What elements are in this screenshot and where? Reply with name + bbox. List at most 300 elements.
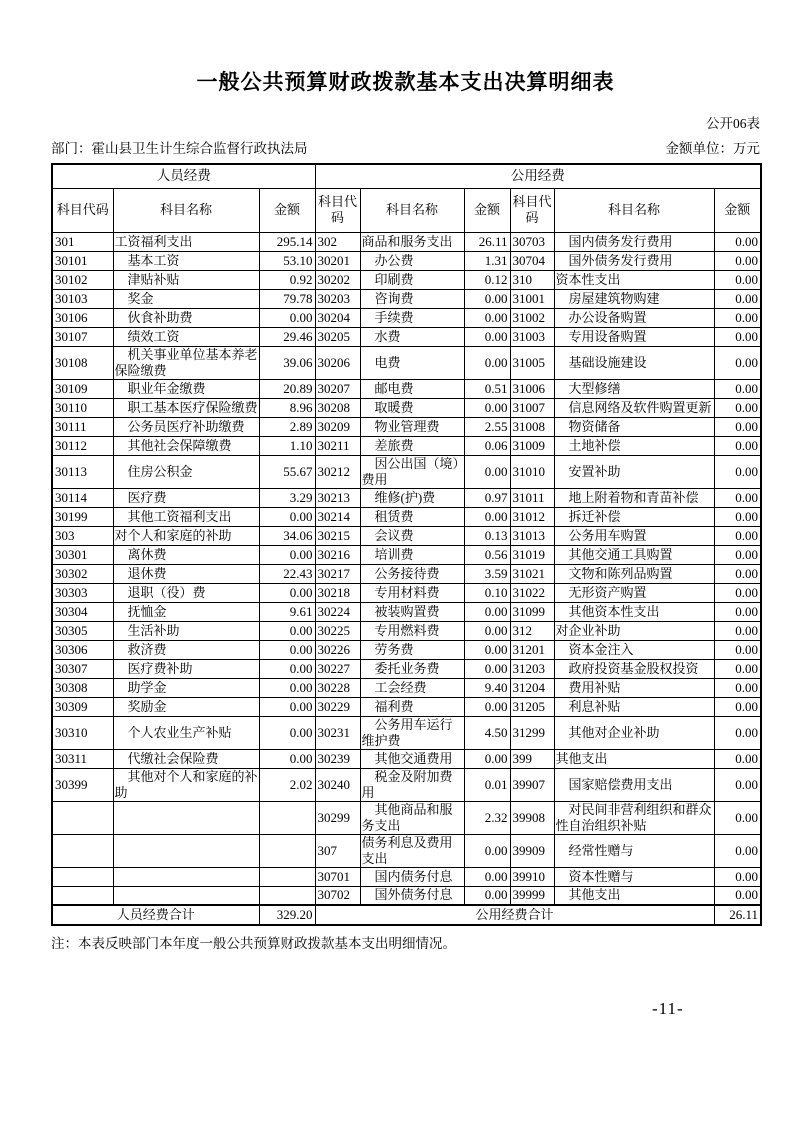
subject-name-cell: 退休费 [113,564,259,583]
table-row [52,398,761,417]
subject-code-cell: 30225 [315,621,360,640]
subject-name-cell: 其他商品和服务支出 [360,801,464,834]
subject-name-cell: 经常性赠与 [554,834,714,867]
subject-name-cell: 大型修缮 [554,379,714,398]
subject-code-cell: 30201 [315,251,360,270]
amount-cell: 29.46 [259,327,315,346]
subject-name-cell: 生活补助 [113,621,259,640]
subject-code-cell: 30701 [315,867,360,886]
amount-cell: 0.00 [714,436,761,455]
subject-code-cell: 30703 [510,232,554,251]
table-row [52,659,761,678]
table-row [52,488,761,507]
amount-cell: 0.00 [714,455,761,488]
subject-name-cell: 安置补助 [554,455,714,488]
amount-cell: 0.00 [259,583,315,602]
subject-name-cell: 其他对个人和家庭的补助 [114,768,258,800]
subject-name-cell: 土地补偿 [554,436,714,455]
subject-name-cell: 商品和服务支出 [360,232,464,251]
amount-cell: 2.89 [259,417,315,436]
subject-name-cell: 文物和陈列品购置 [554,564,714,583]
amount-cell: 2.02 [259,768,315,801]
amount-cell: 295.14 [259,232,315,251]
amount-cell [259,886,315,905]
subject-code-cell: 31009 [510,436,554,455]
subject-name-cell: 公务员医疗补助缴费 [113,417,259,436]
table-row [52,678,761,697]
subject-name-cell: 对民间非营利组织和群众性自治组织补贴 [554,801,714,834]
table-row [52,327,761,346]
amount-cell: 0.00 [714,398,761,417]
amount-cell: 53.10 [259,251,315,270]
amount-cell: 9.40 [464,678,510,697]
footnote: 注：本表反映部门本年度一般公共预算财政拨款基本支出明细情况。 [51,936,456,951]
subject-name-cell: 手续费 [360,308,464,327]
subject-code-cell: 30203 [315,289,360,308]
subject-name-cell: 被装购置费 [360,602,464,621]
subject-code-cell: 30206 [315,346,360,379]
subject-name-cell: 劳务费 [360,640,464,659]
amount-cell: 0.00 [714,583,761,602]
table-row [52,602,761,621]
amount-cell: 0.00 [464,697,510,716]
subject-name-cell: 邮电费 [360,379,464,398]
public-total-amount: 26.11 [714,905,761,925]
subject-name-cell: 因公出国（境）费用 [360,455,464,488]
subject-name-cell: 其他工资福利支出 [113,507,259,526]
amount-cell: 0.00 [464,455,510,488]
amount-cell: 0.00 [714,232,761,251]
amount-cell: 0.00 [464,507,510,526]
table-row [52,526,761,545]
subject-code-cell: 30212 [315,455,360,488]
subject-name-cell: 其他社会保障缴费 [113,436,259,455]
subject-code-cell: 30114 [52,488,113,507]
amount-cell: 0.00 [259,621,315,640]
amount-cell: 3.59 [464,564,510,583]
amount-cell: 0.00 [714,602,761,621]
amount-cell: 26.11 [464,232,510,251]
subject-code-cell: 31010 [510,455,554,488]
subject-code-cell: 30112 [52,436,113,455]
subject-name-cell: 水费 [360,327,464,346]
budget-detail-table [51,163,762,926]
amount-cell: 9.61 [259,602,315,621]
subject-code-cell: 302 [315,232,360,251]
table-row [52,289,761,308]
subject-code-cell: 30224 [315,602,360,621]
subject-name-cell: 福利费 [360,697,464,716]
subject-name-cell: 救济费 [113,640,259,659]
subject-name-cell: 其他交通费用 [360,749,464,768]
amount-cell: 8.96 [259,398,315,417]
amount-cell: 0.00 [714,346,761,379]
amount-cell: 0.13 [464,526,510,545]
subject-name-cell: 抚恤金 [113,602,259,621]
subject-code-cell: 31299 [510,716,554,749]
subject-code-cell: 307 [315,834,360,867]
subject-name-cell: 对个人和家庭的补助 [113,526,259,545]
amount-cell: 20.89 [259,379,315,398]
subject-name-cell: 租赁费 [360,507,464,526]
amount-cell: 0.00 [714,417,761,436]
table-row [52,436,761,455]
amount-cell: 0.00 [714,270,761,289]
amount-cell: 0.00 [464,308,510,327]
table-row [52,346,761,379]
subject-code-cell [52,867,113,886]
subject-code-cell: 31002 [510,308,554,327]
subject-name-cell: 奖金 [113,289,259,308]
subject-code-cell: 30704 [510,251,554,270]
subject-name-cell: 奖励金 [113,697,259,716]
subject-code-cell: 31204 [510,678,554,697]
subject-name-cell: 基本工资 [113,251,259,270]
subject-name-cell: 政府投资基金股权投资 [554,659,714,678]
subject-code-cell: 31005 [510,346,554,379]
subject-name-cell: 取暖费 [360,398,464,417]
amount-cell: 0.00 [714,697,761,716]
subject-name-cell: 无形资产购置 [554,583,714,602]
amount-cell: 0.97 [464,488,510,507]
totals-row [52,905,761,925]
table-row [52,697,761,716]
amount-cell: 0.00 [464,749,510,768]
subject-code-cell: 30303 [52,583,113,602]
subject-code-cell: 31099 [510,602,554,621]
table-row [52,417,761,436]
subject-code-cell: 30302 [52,564,113,583]
subject-name-cell: 其他支出 [554,749,714,768]
subject-code-cell: 30702 [315,886,360,905]
subject-code-cell: 31008 [510,417,554,436]
subject-code-cell: 30102 [52,270,113,289]
table-row [52,455,761,488]
subject-name-cell: 住房公积金 [113,455,259,488]
amount-cell: 0.00 [464,886,510,905]
personnel-group-header: 人员经费 [52,164,315,188]
subject-code-cell: 31019 [510,545,554,564]
page-number: -11- [652,999,684,1018]
table-row [52,251,761,270]
amount-cell: 1.31 [464,251,510,270]
subject-code-cell: 31203 [510,659,554,678]
subject-code-cell: 310 [510,270,554,289]
amount-cell [259,867,315,886]
amount-cell: 39.06 [259,346,315,379]
col-header-subject-name: 科目名称 [360,188,464,232]
page-title: 一般公共预算财政拨款基本支出决算明细表 [196,71,615,94]
subject-name-cell: 印刷费 [360,270,464,289]
subject-code-cell: 30108 [52,346,113,379]
table-row [52,716,761,749]
subject-name-cell: 国外债务发行费用 [554,251,714,270]
subject-code-cell: 30227 [315,659,360,678]
amount-cell: 0.00 [714,327,761,346]
table-row [52,749,761,768]
amount-cell: 0.00 [714,308,761,327]
subject-name-cell [113,867,259,886]
table-row [52,640,761,659]
amount-cell: 0.00 [259,697,315,716]
amount-cell: 0.00 [259,659,315,678]
amount-cell: 0.00 [714,768,761,801]
amount-cell: 0.00 [714,488,761,507]
subject-name-cell: 资本性支出 [554,270,714,289]
subject-code-cell: 31007 [510,398,554,417]
amount-cell: 2.55 [464,417,510,436]
amount-cell: 2.32 [464,801,510,834]
amount-cell [259,834,315,867]
subject-name-cell: 拆迁补偿 [554,507,714,526]
subject-code-cell [52,801,113,834]
subject-name-cell: 助学金 [113,678,259,697]
amount-cell: 0.00 [259,640,315,659]
amount-cell: 0.10 [464,583,510,602]
subject-code-cell: 30113 [52,455,113,488]
subject-code-cell: 39910 [510,867,554,886]
subject-code-cell: 30311 [52,749,113,768]
public-total-label: 公用经费合计 [315,905,714,925]
subject-code-cell: 30310 [52,716,113,749]
subject-code-cell: 31006 [510,379,554,398]
amount-cell: 4.50 [464,716,510,749]
table-row [52,507,761,526]
subject-code-cell: 39999 [510,886,554,905]
subject-code-cell: 30215 [315,526,360,545]
subject-name-cell: 国家赔偿费用支出 [554,768,714,801]
subject-name-cell: 其他资本性支出 [554,602,714,621]
subject-code-cell: 30307 [52,659,113,678]
amount-cell: 0.00 [714,379,761,398]
table-row [52,834,761,867]
subject-code-cell: 30305 [52,621,113,640]
subject-name-cell: 电费 [360,346,464,379]
subject-code-cell: 31201 [510,640,554,659]
subject-name-cell: 职业年金缴费 [113,379,259,398]
subject-code-cell: 30209 [315,417,360,436]
subject-code-cell: 30309 [52,697,113,716]
subject-code-cell: 30229 [315,697,360,716]
amount-cell: 0.00 [259,507,315,526]
table-row [52,867,761,886]
subject-code-cell: 30216 [315,545,360,564]
subject-code-cell: 31013 [510,526,554,545]
subject-name-cell: 信息网络及软件购置更新 [554,398,714,417]
amount-cell: 0.00 [714,886,761,905]
subject-name-cell [113,801,259,834]
subject-name-cell: 差旅费 [360,436,464,455]
subject-name-cell: 公务用车购置 [554,526,714,545]
subject-name-cell: 专用材料费 [360,583,464,602]
subject-name-cell: 伙食补助费 [113,308,259,327]
amount-cell: 55.67 [259,455,315,488]
subject-code-cell [52,886,113,905]
subject-name-cell: 国外债务付息 [360,886,464,905]
amount-cell: 0.00 [259,308,315,327]
subject-name-cell: 办公费 [360,251,464,270]
subject-code-cell: 312 [510,621,554,640]
amount-cell: 0.00 [464,602,510,621]
amount-cell: 0.56 [464,545,510,564]
subject-code-cell: 30208 [315,398,360,417]
subject-name-cell: 离休费 [113,545,259,564]
subject-name-cell: 工会经费 [360,678,464,697]
table-row [52,886,761,905]
subject-code-cell: 30240 [315,768,360,801]
amount-cell: 3.29 [259,488,315,507]
subject-code-cell: 30103 [52,289,113,308]
amount-cell: 0.00 [464,398,510,417]
col-header-subject-code: 科目代码 [510,188,554,232]
subject-name-cell: 代缴社会保险费 [113,749,259,768]
subject-code-cell: 31011 [510,488,554,507]
subject-name-cell: 其他支出 [554,886,714,905]
table-row [52,379,761,398]
amount-cell: 0.00 [464,834,510,867]
subject-code-cell: 30199 [52,507,113,526]
table-row [52,621,761,640]
subject-name-cell: 物业管理费 [360,417,464,436]
amount-cell: 1.10 [259,436,315,455]
amount-cell: 0.00 [714,716,761,749]
meta-line [51,137,760,157]
subject-code-cell: 30217 [315,564,360,583]
subject-code-cell: 303 [52,526,113,545]
amount-cell: 0.00 [714,564,761,583]
subject-name-cell: 公务用车运行维护费 [360,716,464,749]
amount-cell: 0.00 [259,749,315,768]
amount-cell: 0.51 [464,379,510,398]
subject-name-cell: 津贴补贴 [113,270,259,289]
subject-code-cell: 30202 [315,270,360,289]
subject-name-cell: 对企业补助 [554,621,714,640]
subject-code-cell: 30207 [315,379,360,398]
subject-code-cell: 30226 [315,640,360,659]
amount-cell: 0.12 [464,270,510,289]
amount-cell: 0.92 [259,270,315,289]
subject-code-cell: 30308 [52,678,113,697]
subject-code-cell: 30107 [52,327,113,346]
subject-code-cell: 30111 [52,417,113,436]
amount-cell: 0.00 [714,749,761,768]
subject-code-cell: 30101 [52,251,113,270]
subject-code-cell: 30231 [315,716,360,749]
amount-cell: 0.00 [714,507,761,526]
column-header-row [52,188,761,232]
subject-name-cell: 机关事业单位基本养老保险缴费 [114,346,258,378]
subject-code-cell: 30211 [315,436,360,455]
amount-cell: 0.00 [714,621,761,640]
amount-cell: 0.00 [714,659,761,678]
table-row [52,270,761,289]
subject-name-cell: 基础设施建设 [554,346,714,379]
subject-code-cell: 30304 [52,602,113,621]
col-header-subject-name: 科目名称 [113,188,259,232]
subject-name-cell: 委托业务费 [360,659,464,678]
subject-name-cell: 物资储备 [554,417,714,436]
subject-name-cell: 费用补贴 [554,678,714,697]
form-number-label: 公开06表 [706,116,760,131]
subject-code-cell: 30299 [315,801,360,834]
subject-code-cell: 30213 [315,488,360,507]
subject-name-cell: 个人农业生产补贴 [113,716,259,749]
subject-code-cell: 30228 [315,678,360,697]
amount-cell: 0.00 [464,640,510,659]
col-header-amount: 金额 [259,188,315,232]
table-row [52,801,761,834]
amount-cell: 0.01 [464,768,510,801]
subject-code-cell: 30301 [52,545,113,564]
personnel-total-label: 人员经费合计 [52,905,259,925]
subject-code-cell: 30110 [52,398,113,417]
subject-code-cell: 30214 [315,507,360,526]
subject-code-cell: 31001 [510,289,554,308]
amount-cell: 0.00 [714,678,761,697]
amount-cell: 0.00 [714,251,761,270]
subject-code-cell: 39909 [510,834,554,867]
subject-code-cell: 31022 [510,583,554,602]
subject-code-cell: 30109 [52,379,113,398]
amount-cell: 0.00 [464,327,510,346]
personnel-total-amount: 329.20 [259,905,315,925]
subject-name-cell: 资本性赠与 [554,867,714,886]
subject-name-cell: 专用设备购置 [554,327,714,346]
subject-name-cell: 退职（役）费 [113,583,259,602]
subject-name-cell: 维修(护)费 [360,488,464,507]
table-row [52,232,761,251]
subject-name-cell: 专用燃料费 [360,621,464,640]
subject-code-cell [52,834,113,867]
group-header-row [52,164,761,188]
subject-name-cell: 地上附着物和青苗补偿 [554,488,714,507]
subject-name-cell: 资本金注入 [554,640,714,659]
subject-code-cell: 399 [510,749,554,768]
col-header-amount: 金额 [464,188,510,232]
subject-name-cell: 其他对企业补助 [554,716,714,749]
subject-name-cell: 培训费 [360,545,464,564]
subject-name-cell: 房屋建筑物购建 [554,289,714,308]
subject-name-cell: 税金及附加费用 [360,768,464,801]
subject-code-cell: 30399 [52,768,113,801]
amount-cell: 0.00 [259,716,315,749]
amount-cell: 0.00 [464,867,510,886]
unit-label: 金额单位：万元 [665,141,760,156]
amount-cell: 34.06 [259,526,315,545]
subject-code-cell: 39908 [510,801,554,834]
amount-cell: 0.00 [259,545,315,564]
subject-name-cell: 其他交通工具购置 [554,545,714,564]
subject-name-cell: 国内债务发行费用 [554,232,714,251]
table-row [52,768,761,801]
subject-name-cell [113,886,259,905]
subject-code-cell: 30239 [315,749,360,768]
subject-name-cell: 医疗费补助 [113,659,259,678]
amount-cell: 22.43 [259,564,315,583]
department-label: 部门：霍山县卫生计生综合监督行政执法局 [51,141,308,156]
subject-name-cell: 工资福利支出 [113,232,259,251]
amount-cell: 0.00 [464,346,510,379]
subject-name-cell: 利息补贴 [554,697,714,716]
amount-cell: 0.00 [714,801,761,834]
subject-name-cell: 债务利息及费用支出 [360,834,464,867]
amount-cell [259,801,315,834]
subject-name-cell: 职工基本医疗保险缴费 [113,398,259,417]
subject-code-cell: 30106 [52,308,113,327]
subject-code-cell: 30204 [315,308,360,327]
subject-code-cell: 31021 [510,564,554,583]
amount-cell: 0.00 [714,640,761,659]
